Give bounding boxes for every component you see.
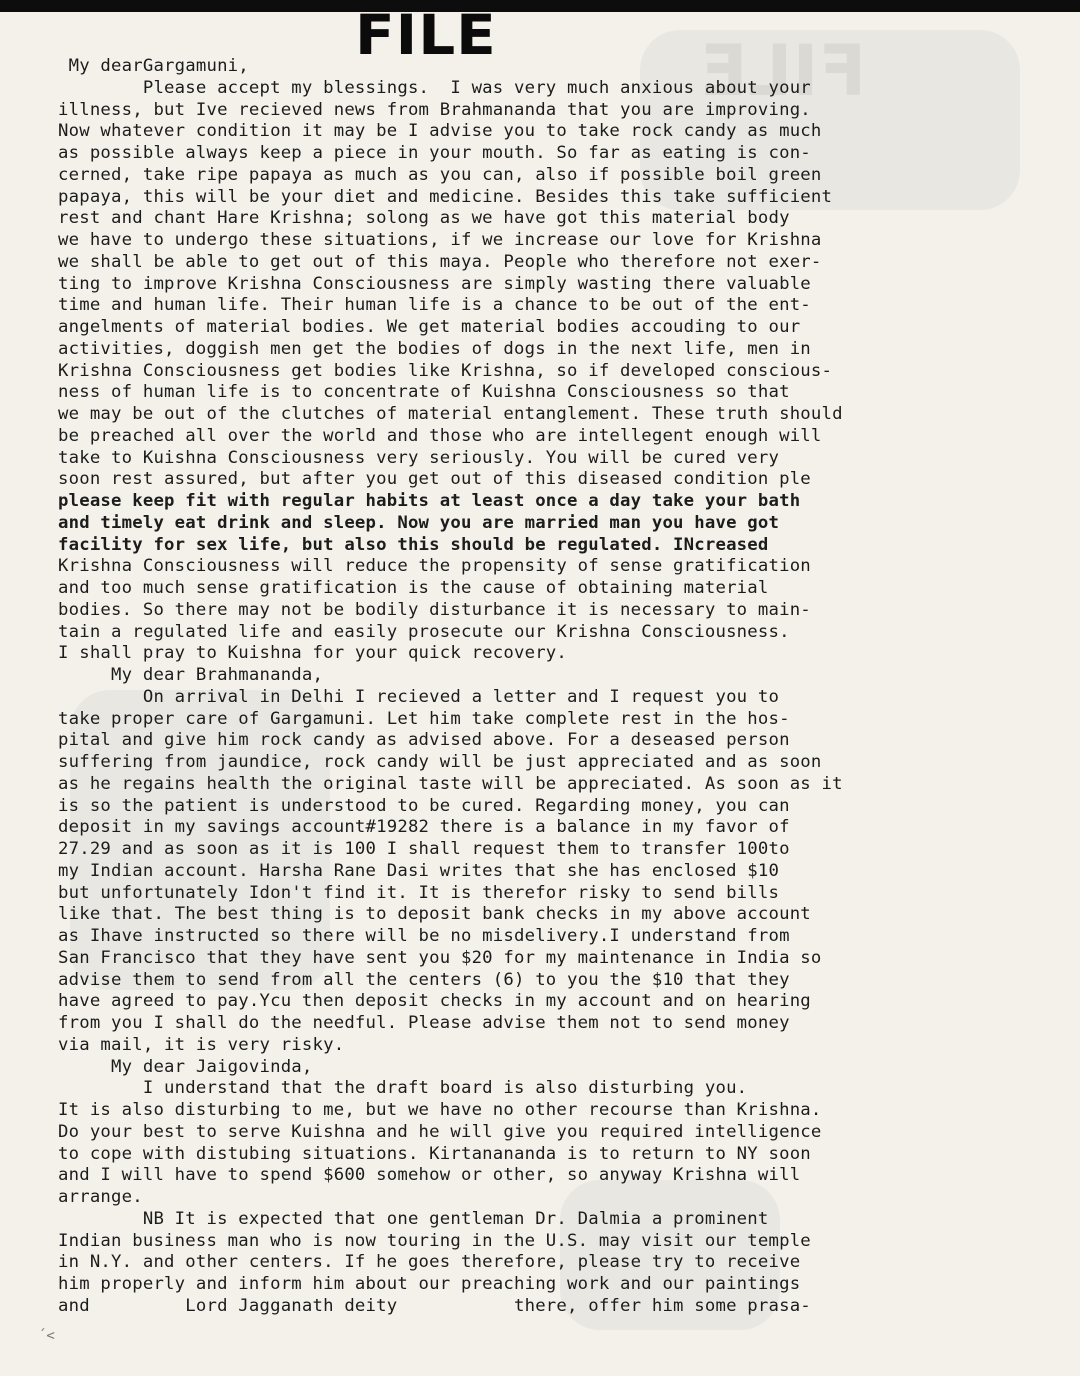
letter-line: as he regains health the original taste will be appreciated. As soon as it — [58, 773, 843, 794]
letter-line: I understand that the draft board is also disturbing you. — [58, 1078, 748, 1099]
letter-line: My dear Jaigovinda, — [58, 1056, 313, 1077]
letter-line: My dearGargamuni, — [58, 56, 249, 76]
letter-line: soon rest assured, but after you get out of this diseased condition ple — [58, 469, 811, 490]
top-black-bar — [0, 0, 1080, 12]
letter-line: Krishna Consciousness will reduce the propensity of sense gratification — [58, 556, 811, 577]
letter-line: as Ihave instructed so there will be no misdelivery.I understand from — [58, 926, 790, 946]
letter-line: and I will have to spend $600 somehow or other, so anyway Krishna will — [58, 1165, 801, 1186]
file-stamp: FILE — [355, 2, 497, 68]
letter-line: but unfortunately Idon't find it. It is therefor risky to send bills — [58, 882, 780, 903]
letter-line: we may be out of the clutches of material entanglement. These truth should — [58, 404, 843, 424]
letter-line: to cope with distubing situations. Kirtanananda is to return to NY soon — [58, 1143, 811, 1164]
letter-line: and timely eat drink and sleep. Now you are married man you have got — [58, 512, 780, 533]
letter-line: and too much sense gratification is the cause of obtaining material — [58, 578, 769, 598]
letter-line: facility for sex life, but also this should be regulated. INcreased — [58, 534, 769, 555]
corner-mark: ´< — [38, 1328, 55, 1344]
letter-line: in N.Y. and other centers. If he goes therefore, please try to receive — [58, 1252, 801, 1273]
letter-line: from you I shall do the needful. Please advise them not to send money — [58, 1013, 790, 1033]
letter-line: deposit in my savings account#19282 there is a balance in my favor of — [58, 817, 790, 838]
letter-line: ting to improve Krishna Consciousness are simply wasting there valuable — [58, 273, 811, 294]
letter-line: pital and give him rock candy as advised above. For a deseased person — [58, 730, 790, 751]
letter-line: arrange. — [58, 1187, 143, 1207]
letter-line: illness, but Ive recieved news from Brahmananda that you are improving. — [58, 99, 811, 120]
letter-line: Krishna Consciousness get bodies like Krishna, so if developed conscious- — [58, 360, 833, 381]
letter-line: please keep fit with regular habits at least once a day take your bath — [58, 491, 801, 511]
letter-line: bodies. So there may not be bodily disturbance it is necessary to main- — [58, 599, 811, 620]
letter-line: 27.29 and as soon as it is 100 I shall request them to transfer 100to — [58, 839, 790, 859]
letter-line: On arrival in Delhi I recieved a letter and I request you to — [58, 686, 780, 707]
letter-line: my Indian account. Harsha Rane Dasi writes that she has enclosed $10 — [58, 860, 780, 881]
letter-body — [58, 56, 1048, 1318]
letter-line: cerned, take ripe papaya as much as you can, also if possible boil green — [58, 164, 822, 185]
letter-line: Please accept my blessings. I was very much anxious about your — [58, 77, 811, 98]
letter-line: My dear Brahmananda, — [58, 665, 324, 685]
bleed-through-stamp: FILE — [700, 30, 867, 112]
letter-line: ness of human life is to concentrate of Kuishna Consciousness so that — [58, 382, 790, 403]
letter-line: time and human life. Their human life is a chance to be out of the ent- — [58, 295, 811, 316]
letter-line: I shall pray to Kuishna for your quick recovery. — [58, 643, 568, 664]
letter-line: him properly and inform him about our preaching work and our paintings — [58, 1274, 801, 1294]
letter-line: San Francisco that they have sent you $20 for my maintenance in India so — [58, 947, 822, 968]
letter-line: activities, doggish men get the bodies of dogs in the next life, men in — [58, 338, 811, 359]
letter-line: as possible always keep a piece in your mouth. So far as eating is con- — [58, 143, 811, 163]
letter-line: Do your best to serve Kuishna and he will give you required intelligence — [58, 1121, 822, 1142]
letter-line: we shall be able to get out of this maya. People who therefore not exer- — [58, 251, 822, 272]
letter-line: have agreed to pay.Ycu then deposit checks in my account and on hearing — [58, 991, 811, 1012]
letter-line: papaya, this will be your diet and medicine. Besides this take sufficient — [58, 186, 833, 207]
letter-line: take to Kuishna Consciousness very seriously. You will be cured very — [58, 447, 780, 468]
letter-line: take proper care of Gargamuni. Let him take complete rest in the hos- — [58, 708, 790, 729]
letter-line: tain a regulated life and easily prosecute our Krishna Consciousness. — [58, 621, 790, 642]
letter-line: is so the patient is understood to be cured. Regarding money, you can — [58, 795, 790, 816]
letter-line: we have to undergo these situations, if we increase our love for Krishna — [58, 230, 822, 250]
letter-line: NB It is expected that one gentleman Dr. Dalmia a prominent — [58, 1208, 769, 1229]
letter-line: like that. The best thing is to deposit bank checks in my above account — [58, 904, 811, 925]
letter-line: rest and chant Hare Krishna; solong as we have got this material body — [58, 208, 790, 229]
letter-line: angelments of material bodies. We get material bodies accouding to our — [58, 317, 801, 337]
letter-line: Indian business man who is now touring in the U.S. may visit our temple — [58, 1230, 811, 1251]
letter-line: via mail, it is very risky. — [58, 1034, 345, 1055]
letter-line: advise them to send from all the centers (6) to you the $10 that they — [58, 969, 790, 990]
letter-line: Now whatever condition it may be I advise you to take rock candy as much — [58, 121, 822, 142]
letter-line: suffering from jaundice, rock candy will be just appreciated and as soon — [58, 752, 822, 772]
letter-line: It is also disturbing to me, but we have no other recourse than Krishna. — [58, 1100, 822, 1120]
letter-line: be preached all over the world and those who are intellegent enough will — [58, 425, 822, 446]
letter-line: and Lord Jagganath deity there, offer him some prasa- — [58, 1295, 811, 1316]
